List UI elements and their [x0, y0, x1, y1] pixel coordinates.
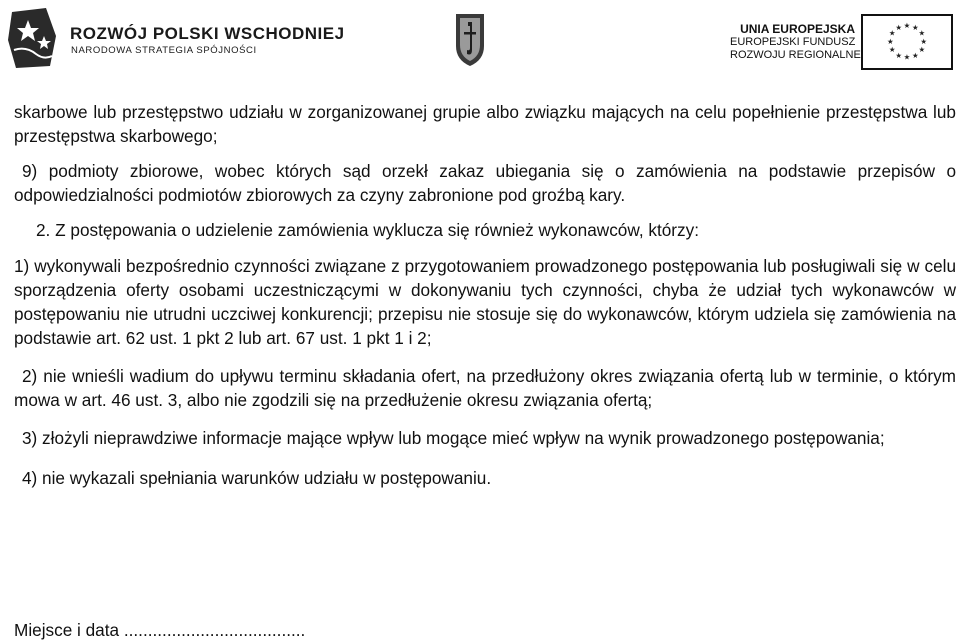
coat-of-arms-icon [452, 12, 488, 68]
place-and-date-line: Miejsce i data ...................................... [14, 620, 306, 640]
paragraph-point-9: 9) podmioty zbiorowe, wobec których sąd orzekł zakaz ubiegania się o zamówienia na podstawie przepisów o odpowiedzialności podmiotów zbiorowych za czyny zabronione pod groźbą kary. [14, 161, 956, 205]
svg-text:★: ★ [918, 28, 926, 38]
paragraph-point-2: 2) nie wnieśli wadium do upływu terminu składania ofert, na przedłużony okres związania ofertą lub w terminie, o którym mowa w art. 46 ust. 3, albo nie zgodzili się na przedłużenie okresu związania ofertą; [14, 366, 956, 410]
paragraph-point-4: 4) nie wykazali spełniania warunków udziału w postępowaniu. [22, 468, 492, 488]
ue-line-2: ROZWOJU REGIONALNEGO [730, 49, 878, 61]
eu-flag-icon [861, 14, 953, 70]
svg-text:★: ★ [912, 22, 919, 32]
svg-text:★: ★ [895, 22, 902, 32]
eu-text-block [730, 22, 878, 62]
paragraph-section-2: 2. Z postępowania o udzielenie zamówienia wyklucza się również wykonawców, którzy: [36, 220, 699, 240]
page-header [0, 0, 960, 78]
document-body [14, 100, 956, 490]
svg-text:★: ★ [903, 52, 911, 62]
rps-subtitle: NARODOWA STRATEGIA SPÓJNOŚCI [71, 45, 257, 56]
rozwoj-polski-wschodniej-logo [6, 6, 62, 70]
paragraph-point-1: 1) wykonywali bezpośrednio czynności związane z przygotowaniem prowadzonego postępowania lub posługiwali się w celu sporządzenia oferty osobami uczestniczącymi w dokonywaniu tych czynności, chyba że udział tych wykonawców w postępowaniu nie utrudni uczciwej konkurencji; przepisu nie stosuje się do wykonawców, którym udziela się zamówienia na podstawie art. 62 ust. 1 pkt 2 lub art. 67 ust. 1 pkt 1 i 2; [14, 256, 956, 348]
ue-title: UNIA EUROPEJSKA [740, 22, 855, 36]
svg-text:★: ★ [912, 50, 919, 60]
svg-text:★: ★ [920, 36, 928, 46]
svg-text:★: ★ [918, 45, 926, 55]
ue-line-1: EUROPEJSKI FUNDUSZ [730, 36, 856, 48]
svg-text:★: ★ [888, 28, 896, 38]
paragraph-1: skarbowe lub przestępstwo udziału w zorganizowanej grupie albo związku mających na celu popełnienie przestępstwa lub przestępstwa skarbowego; [14, 102, 956, 146]
svg-text:★: ★ [888, 45, 896, 55]
svg-text:★: ★ [903, 21, 911, 31]
svg-text:★: ★ [886, 36, 894, 46]
svg-text:★: ★ [895, 50, 902, 60]
rps-title: ROZWÓJ POLSKI WSCHODNIEJ [70, 24, 345, 43]
paragraph-point-3: 3) złożyli nieprawdziwe informacje mające wpływ lub mogące mieć wpływ na wynik prowadzonego postępowania; [22, 428, 885, 448]
